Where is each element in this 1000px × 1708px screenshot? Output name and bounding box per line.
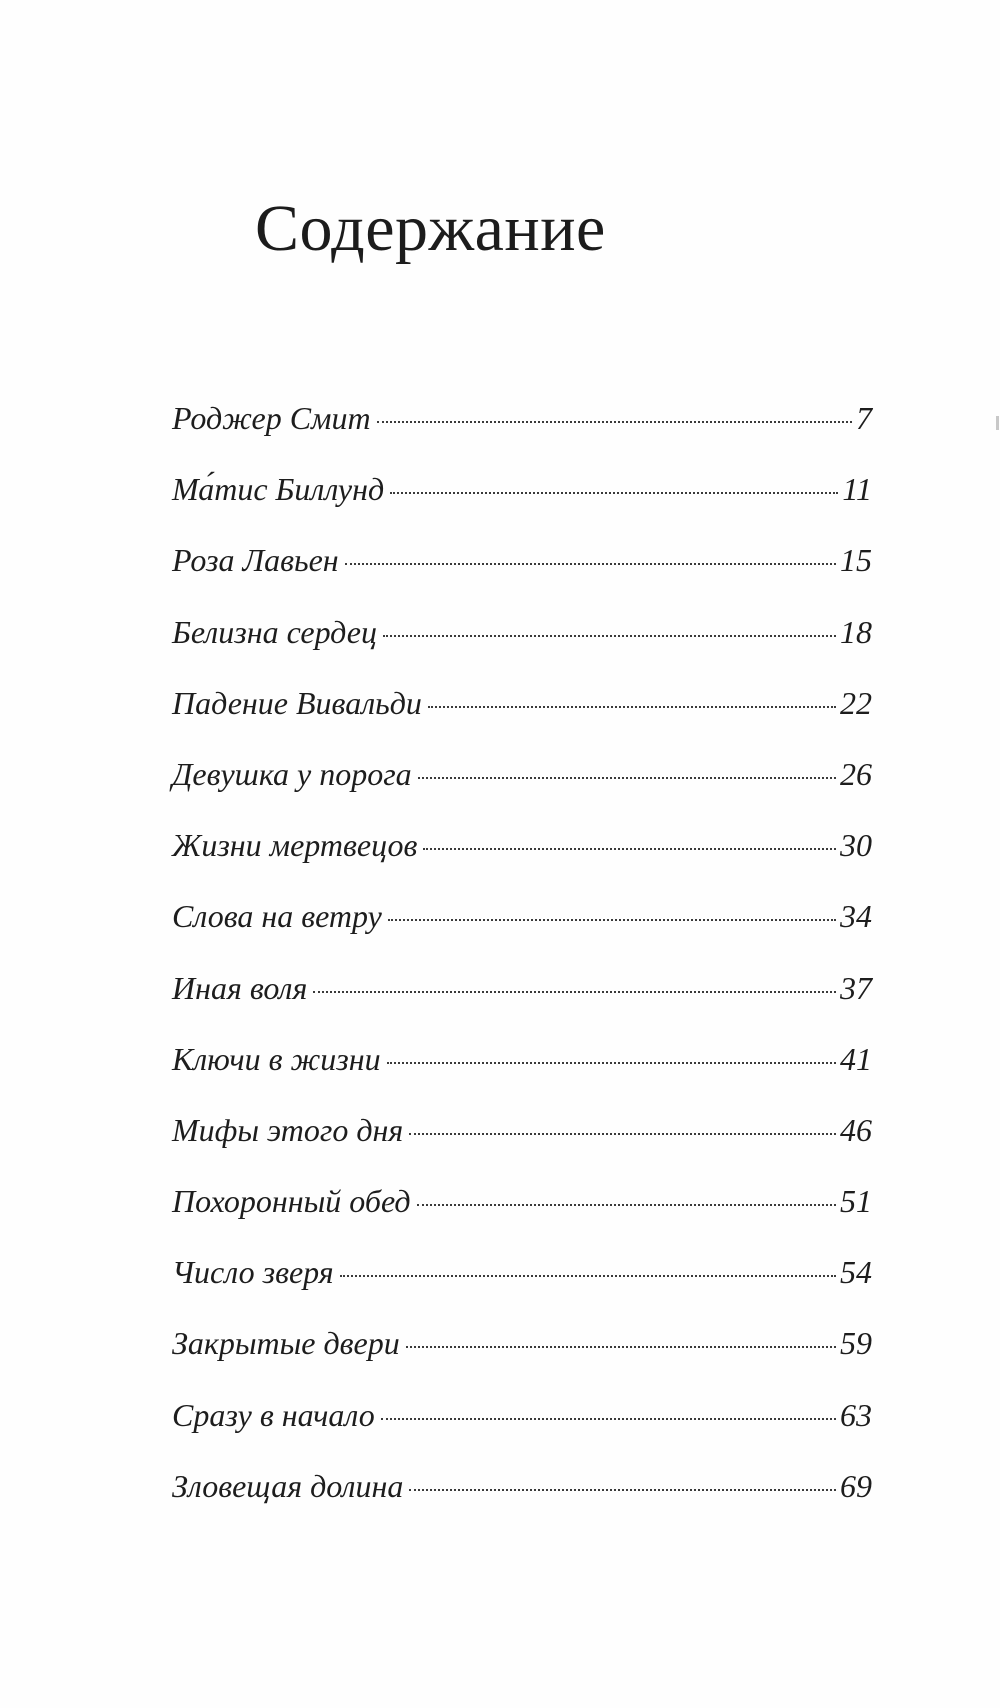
toc-entry[interactable] (172, 1254, 872, 1325)
dot-leader (409, 1489, 836, 1491)
dot-leader (417, 1204, 836, 1206)
toc-entry-title: Падение Вивальди (172, 684, 422, 721)
toc-entry-title: Зловещая долина (172, 1467, 404, 1504)
dot-leader (388, 919, 836, 921)
toc-entry-title: Ма́тис Биллунд (172, 471, 385, 508)
toc-entry-page: 54 (840, 1254, 872, 1291)
toc-entry-page: 69 (840, 1467, 872, 1504)
toc-entry-title: Жизни мертвецов (172, 827, 418, 864)
toc-entry-title: Слова на ветру (172, 898, 382, 935)
toc-entry-page: 22 (840, 684, 872, 721)
toc-entry[interactable] (172, 1325, 872, 1396)
toc-entry-title: Мифы этого дня (172, 1111, 404, 1148)
toc-entry-page: 41 (840, 1040, 872, 1077)
toc-entry[interactable] (172, 1468, 872, 1539)
dot-leader (428, 706, 836, 708)
toc-entry[interactable] (172, 1397, 872, 1468)
toc-entry[interactable] (172, 970, 872, 1041)
toc-entry-title: Похоронный обед (172, 1183, 411, 1220)
toc-entry[interactable] (172, 756, 872, 827)
toc-entry[interactable] (172, 614, 872, 685)
toc-entry-title: Белизна сердец (172, 613, 377, 650)
toc-entry-title: Сразу в начало (172, 1396, 375, 1433)
toc-entry[interactable] (172, 1041, 872, 1112)
dot-leader (390, 492, 838, 494)
dot-leader (409, 1133, 836, 1135)
table-of-contents (172, 400, 872, 1539)
page-title: Содержание (255, 192, 606, 265)
toc-entry-page: 63 (840, 1396, 872, 1433)
toc-entry-page: 46 (840, 1111, 872, 1148)
toc-entry-page: 30 (840, 827, 872, 864)
toc-entry-page: 11 (842, 471, 872, 508)
toc-entry-page: 15 (840, 542, 872, 579)
toc-entry-title: Роза Лавьен (172, 542, 339, 579)
dot-leader (377, 421, 852, 423)
dot-leader (406, 1346, 836, 1348)
dot-leader (423, 848, 836, 850)
toc-entry-page: 59 (840, 1325, 872, 1362)
toc-entry[interactable] (172, 827, 872, 898)
toc-entry-page: 18 (840, 613, 872, 650)
toc-entry[interactable] (172, 471, 872, 542)
toc-entry[interactable] (172, 542, 872, 613)
toc-entry-page: 37 (840, 969, 872, 1006)
dot-leader (381, 1418, 836, 1420)
toc-entry[interactable] (172, 1183, 872, 1254)
toc-entry-page: 7 (856, 400, 872, 436)
dot-leader (345, 563, 836, 565)
dot-leader (418, 777, 836, 779)
toc-entry[interactable] (172, 685, 872, 756)
toc-entry-title: Число зверя (172, 1254, 334, 1291)
dot-leader (383, 635, 836, 637)
toc-entry-title: Иная воля (172, 969, 308, 1006)
toc-entry-title: Закрытые двери (172, 1325, 400, 1362)
toc-entry[interactable] (172, 898, 872, 969)
dot-leader (340, 1275, 836, 1277)
toc-entry[interactable] (172, 1112, 872, 1183)
toc-entry-title: Ключи в жизни (172, 1040, 381, 1077)
dot-leader (387, 1062, 836, 1064)
toc-entry-title: Роджер Смит (172, 400, 371, 436)
toc-entry-page: 26 (840, 755, 872, 792)
toc-entry-page: 51 (840, 1183, 872, 1220)
dot-leader (313, 991, 836, 993)
toc-entry-title: Девушка у порога (172, 755, 412, 792)
toc-entry[interactable] (172, 400, 872, 471)
page-edge-mark (996, 416, 999, 430)
toc-entry-page: 34 (840, 898, 872, 935)
